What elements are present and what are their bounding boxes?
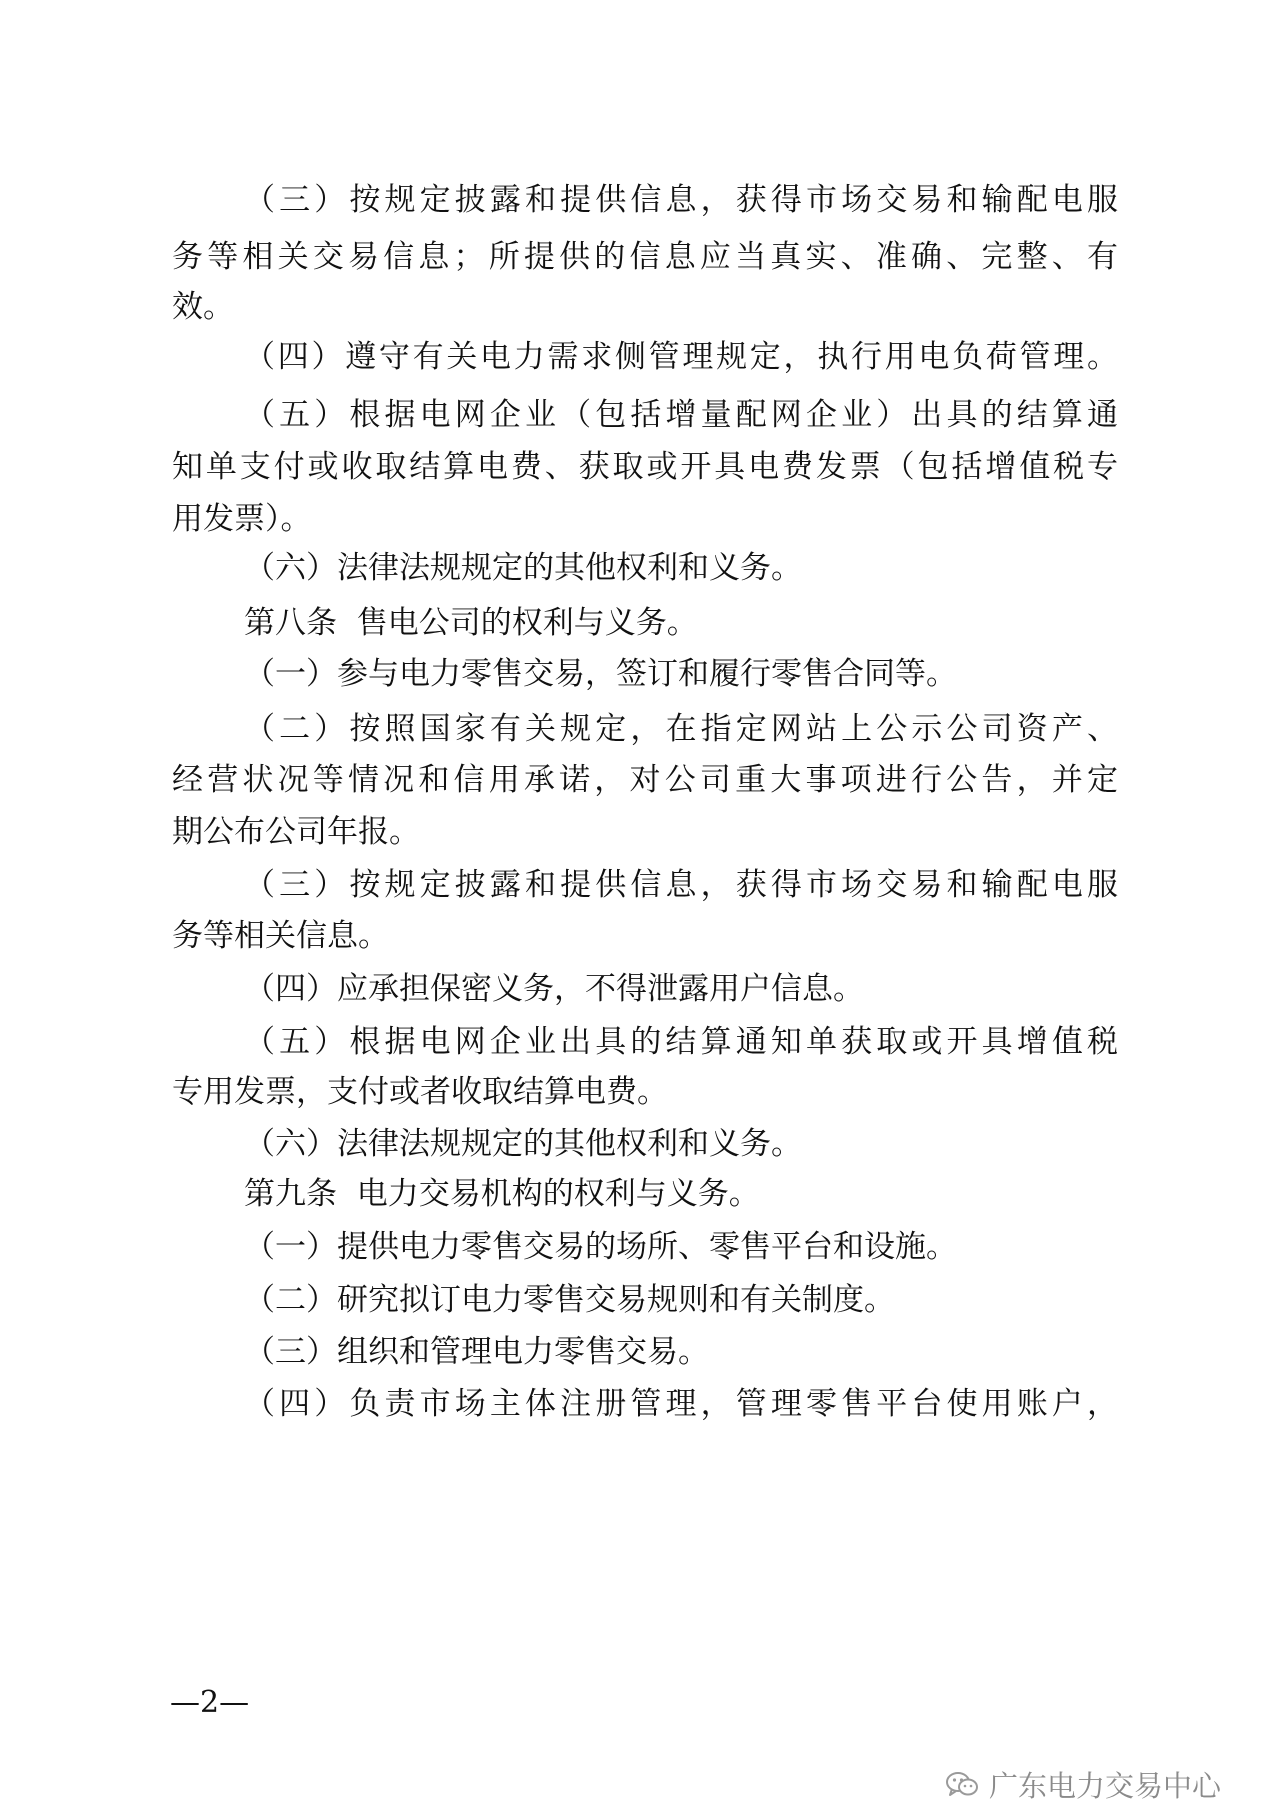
text-line: （三）组织和管理电力零售交易。 bbox=[244, 1334, 709, 1370]
page-number: —2— bbox=[170, 1685, 250, 1720]
text-line: （一）提供电力零售交易的场所、零售平台和设施。 bbox=[244, 1229, 957, 1265]
text-line: 效。 bbox=[172, 289, 234, 325]
text-line: （三）按规定披露和提供信息，获得市场交易和输配电服 bbox=[244, 867, 1118, 903]
text-line: （一）参与电力零售交易，签订和履行零售合同等。 bbox=[244, 656, 957, 692]
text-line: 务等相关交易信息；所提供的信息应当真实、准确、完整、有 bbox=[172, 239, 1118, 275]
text-line: （四）应承担保密义务，不得泄露用户信息。 bbox=[244, 971, 864, 1007]
text-line: 务等相关信息。 bbox=[172, 918, 389, 954]
text-line: 期公布公司年报。 bbox=[172, 814, 420, 850]
text-line: （三）按规定披露和提供信息，获得市场交易和输配电服 bbox=[244, 182, 1118, 218]
wechat-watermark bbox=[945, 1766, 1221, 1802]
text-line: （四）负责市场主体注册管理，管理零售平台使用账户， bbox=[244, 1386, 1118, 1422]
text-line: （二）研究拟订电力零售交易规则和有关制度。 bbox=[244, 1282, 895, 1318]
text-line: （六）法律法规规定的其他权利和义务。 bbox=[244, 550, 802, 586]
article-heading: 第九条 电力交易机构的权利与义务。 bbox=[244, 1176, 760, 1212]
text-line: 用发票）。 bbox=[172, 501, 312, 537]
text-line: （六）法律法规规定的其他权利和义务。 bbox=[244, 1126, 802, 1162]
watermark-text: 广东电力交易中心 bbox=[989, 1768, 1222, 1803]
text-line: 经营状况等情况和信用承诺，对公司重大事项进行公告，并定 bbox=[172, 762, 1118, 798]
text-line: （五）根据电网企业（包括增量配网企业）出具的结算通 bbox=[244, 397, 1118, 433]
text-line: （四）遵守有关电力需求侧管理规定，执行用电负荷管理。 bbox=[244, 339, 1118, 375]
wechat-icon bbox=[945, 1770, 979, 1798]
article-heading: 第八条 售电公司的权利与义务。 bbox=[244, 605, 698, 641]
text-line: （二）按照国家有关规定，在指定网站上公示公司资产、 bbox=[244, 711, 1118, 747]
text-line: 知单支付或收取结算电费、获取或开具电费发票（包括增值税专 bbox=[172, 449, 1118, 485]
text-line: 专用发票，支付或者收取结算电费。 bbox=[172, 1074, 668, 1110]
text-line: （五）根据电网企业出具的结算通知单获取或开具增值税 bbox=[244, 1024, 1118, 1060]
